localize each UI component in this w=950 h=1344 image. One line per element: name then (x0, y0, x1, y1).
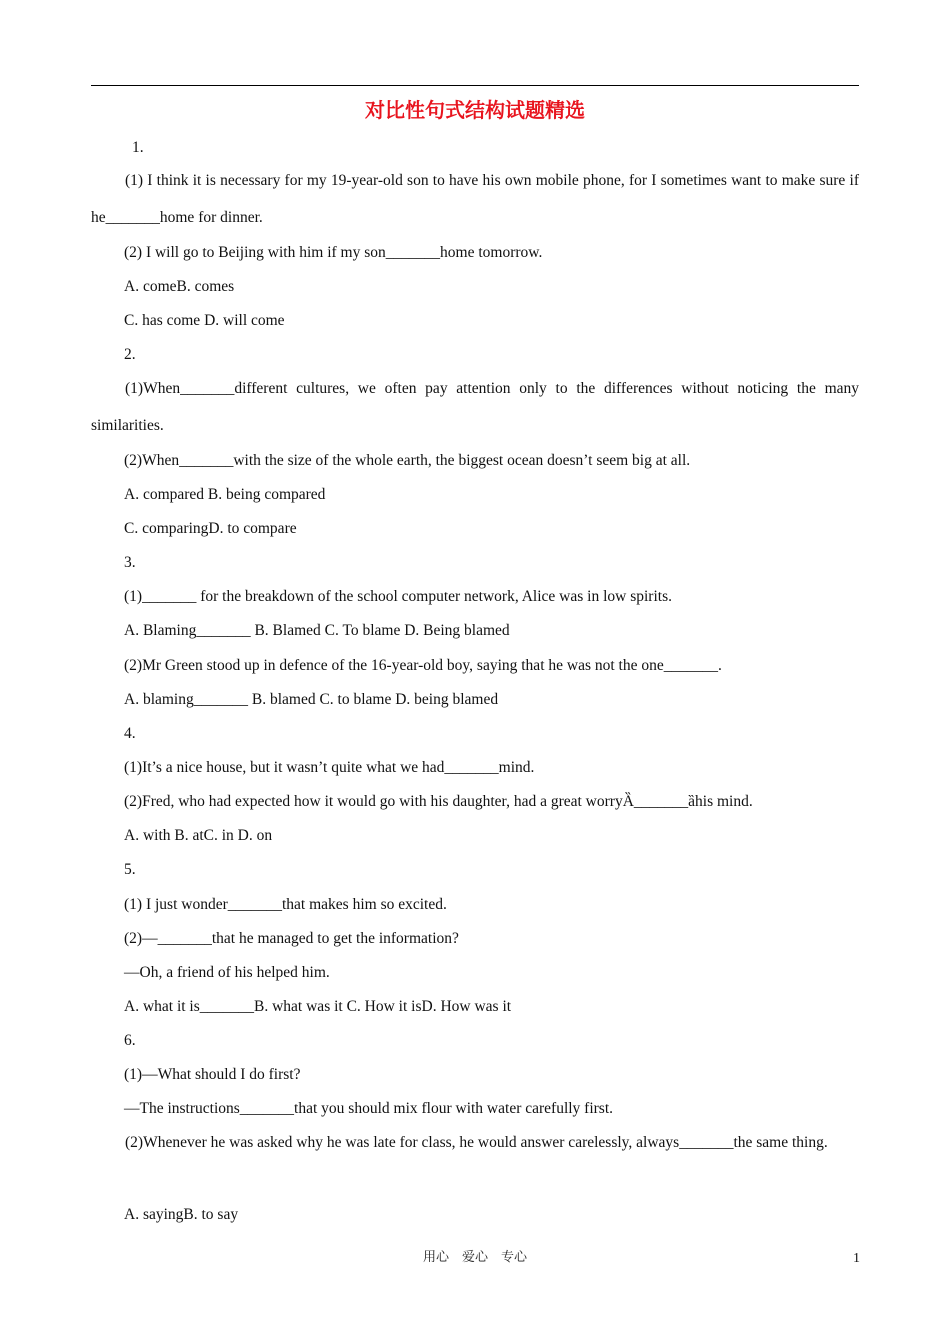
question-6-sentence-1: (1)—What should I do first? (124, 1066, 301, 1083)
question-5-sentence-2: (2)—_______that he managed to get the information? (124, 930, 459, 947)
question-5-options: A. what it is_______B. what was it C. How it isD. How was it (124, 998, 512, 1015)
question-number-4: 4. (124, 725, 136, 742)
question-4-sentence-1: (1)It’s a nice house, but it wasn’t quite what we had_______mind. (124, 759, 535, 776)
page-number: 1 (853, 1251, 860, 1266)
question-3-sentence-2: (2)Mr Green stood up in defence of the 16-year-old boy, saying that he was not the one_______. (124, 657, 722, 674)
question-4-sentence-2: (2)Fred, who had expected how it would go with his daughter, had a great worryȀ_______ȁhis mind. (124, 793, 753, 810)
question-2-options-ab: A. compared B. being compared (124, 486, 326, 503)
question-2-sentence-1: (1)When_______different cultures, we often pay attention only to the differences without noticing the many similarities. (91, 380, 859, 434)
question-4-options: A. with B. atC. in D. on (124, 827, 273, 844)
question-number-5: 5. (124, 861, 136, 878)
question-6-options: A. sayingB. to say (124, 1206, 239, 1223)
question-1-sentence-1: (1) I think it is necessary for my 19-year-old son to have his own mobile phone, for I sometimes want to make sure if he_______home for dinner. (91, 172, 859, 226)
question-number-2: 2. (124, 346, 136, 363)
question-number-1: 1. (132, 139, 144, 156)
question-number-6: 6. (124, 1032, 136, 1049)
question-number-3: 3. (124, 554, 136, 571)
question-3-options-1: A. Blaming_______ B. Blamed C. To blame D. Being blamed (124, 622, 510, 639)
question-5-sentence-1: (1) I just wonder_______that makes him so excited. (124, 896, 447, 913)
question-2-sentence-2: (2)When_______with the size of the whole earth, the biggest ocean doesn’t seem big at all. (124, 452, 691, 469)
question-5-reply: —Oh, a friend of his helped him. (124, 964, 330, 981)
question-1-sentence-2: (2) I will go to Beijing with him if my son_______home tomorrow. (124, 244, 543, 261)
question-6-reply: —The instructions_______that you should mix flour with water carefully first. (124, 1100, 614, 1117)
question-3-sentence-1: (1)_______ for the breakdown of the school computer network, Alice was in low spirits. (124, 588, 672, 605)
header-rule (91, 85, 859, 86)
question-1-options-cd: C. has come D. will come (124, 312, 285, 329)
question-2-options-cd: C. comparingD. to compare (124, 520, 297, 537)
question-1-options-ab: A. comeB. comes (124, 278, 235, 295)
document-title: 对比性句式结构试题精选 (365, 98, 585, 122)
footer-motto: 用心 爱心 专心 (422, 1250, 527, 1265)
question-6-sentence-2: (2)Whenever he was asked why he was late for class, he would answer carelessly, always_______the same thing. (125, 1134, 828, 1151)
question-3-options-2: A. blaming_______ B. blamed C. to blame D. being blamed (124, 691, 499, 708)
